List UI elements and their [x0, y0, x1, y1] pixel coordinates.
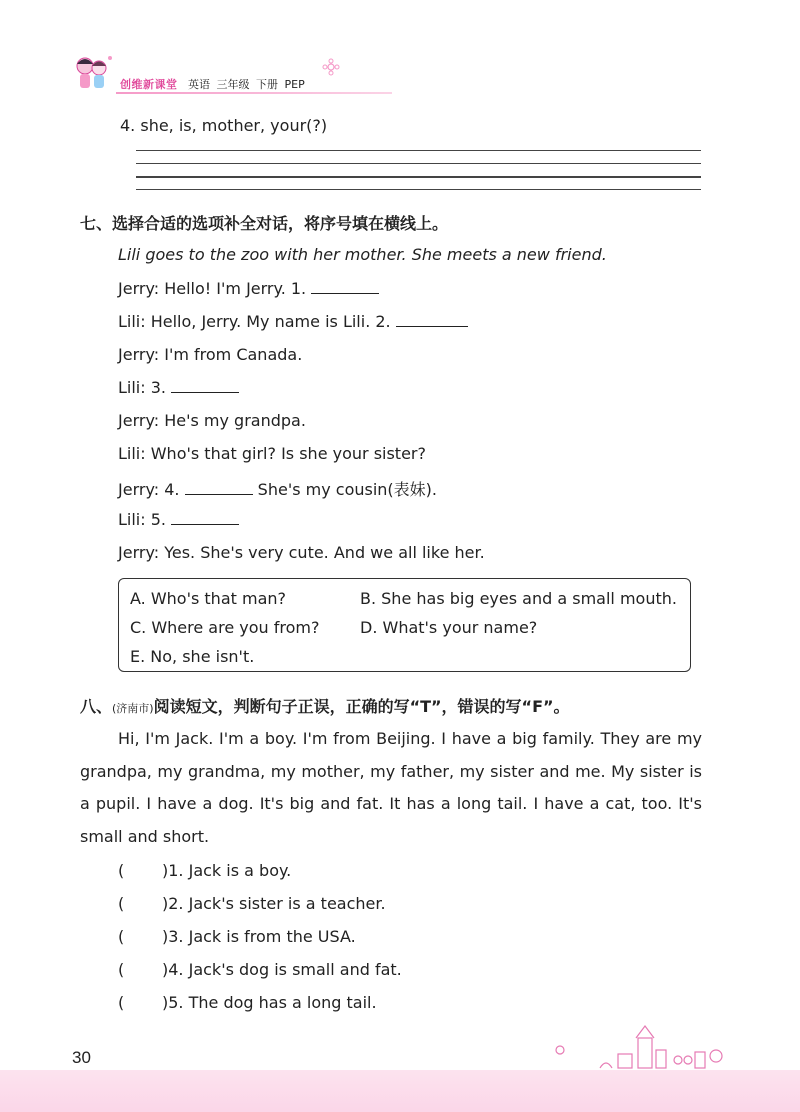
header-divider — [116, 92, 392, 94]
dialogue-line: Jerry: 4. She's my cousin(表妹). — [118, 480, 437, 499]
answer-blank[interactable] — [185, 480, 253, 495]
dialogue-line: Lili: Who's that girl? Is she your sister? — [118, 444, 426, 463]
tf-item: ( )5. The dog has a long tail. — [118, 993, 377, 1012]
dialogue-line: Jerry: I'm from Canada. — [118, 345, 303, 364]
section-7-title: 七、选择合适的选项补全对话，将序号填在横线上。 — [80, 214, 449, 233]
tf-item: ( )3. Jack is from the USA. — [118, 927, 356, 946]
answer-paren[interactable]: ( — [118, 993, 125, 1012]
answer-paren[interactable]: ( — [118, 927, 125, 946]
option-b: B. She has big eyes and a small mouth. — [360, 589, 677, 608]
brand-name: 创维新课堂 — [120, 78, 178, 91]
writing-line — [136, 176, 701, 178]
source-tag: (济南市) — [112, 702, 154, 715]
footer-band — [0, 1070, 800, 1112]
dialogue-line: Jerry: He's my grandpa. — [118, 411, 306, 430]
writing-line — [136, 150, 701, 151]
tf-item: ( )4. Jack's dog is small and fat. — [118, 960, 402, 979]
answer-blank[interactable] — [171, 510, 239, 525]
dialogue-line: Lili: 5. — [118, 510, 239, 529]
answer-blank[interactable] — [396, 312, 468, 327]
options-box — [118, 578, 691, 672]
question-4: 4. she, is, mother, your(?) — [120, 116, 328, 135]
castle-decoration-icon — [540, 1020, 740, 1072]
writing-line — [136, 189, 701, 190]
answer-paren[interactable]: ( — [118, 894, 125, 913]
cartoon-kids-icon — [70, 50, 116, 96]
dialogue-line: Jerry: Hello! I'm Jerry. 1. — [118, 279, 379, 298]
answer-blank[interactable] — [171, 378, 239, 393]
answer-blank[interactable] — [311, 279, 379, 294]
writing-line — [136, 163, 701, 164]
option-e: E. No, she isn't. — [130, 647, 255, 666]
dialogue-line: Lili: 3. — [118, 378, 239, 397]
reading-passage: Hi, I'm Jack. I'm a boy. I'm from Beijing. I have a big family. They are my grandpa, my grandma, my mother, my father, my sister and me. My sister is a pupil. I have a dog. It's big and fat. It has a long tail. I have a cat, too. It's small and short. — [80, 729, 702, 846]
dialogue-line: Jerry: Yes. She's very cute. And we all like her. — [118, 543, 485, 562]
tf-item: ( )1. Jack is a boy. — [118, 861, 292, 880]
section-7-intro: Lili goes to the zoo with her mother. She meets a new friend. — [118, 245, 607, 264]
subject-info: 英语 三年级 下册 PEP — [188, 78, 305, 91]
option-d: D. What's your name? — [360, 618, 538, 637]
section-8-title: 八、(济南市)阅读短文，判断句子正误，正确的写“T”，错误的写“F”。 — [80, 697, 570, 716]
answer-paren[interactable]: ( — [118, 861, 125, 880]
dialogue-line: Lili: Hello, Jerry. My name is Lili. 2. — [118, 312, 468, 331]
flower-icon — [322, 58, 340, 76]
option-c: C. Where are you from? — [130, 618, 320, 637]
page-number: 30 — [72, 1048, 91, 1067]
page-header — [70, 50, 350, 100]
tf-item: ( )2. Jack's sister is a teacher. — [118, 894, 386, 913]
option-a: A. Who's that man? — [130, 589, 287, 608]
answer-paren[interactable]: ( — [118, 960, 125, 979]
